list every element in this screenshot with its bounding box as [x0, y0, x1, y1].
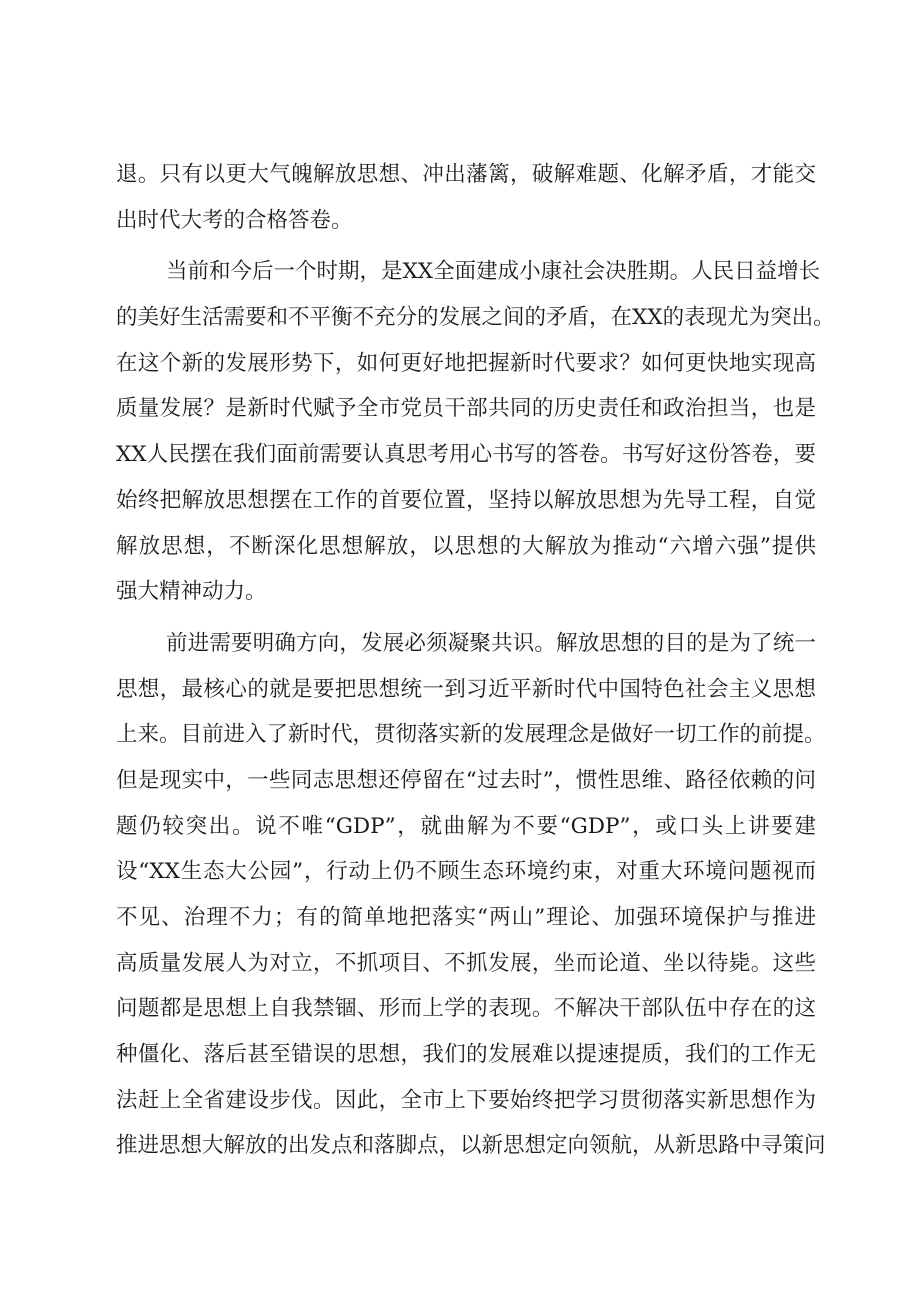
paragraph-1 — [116, 152, 816, 243]
text-line: 始终把解放思想摆在工作的首要位置，坚持以解放思想为先导工程，自觉 — [116, 487, 816, 513]
paragraph-3 — [116, 621, 826, 1169]
text-line: 法赶上全省建设步伐。因此，全市上下要始终把学习贯彻落实新思想作为 — [116, 1087, 816, 1113]
text-line: 前进需要明确方向，发展必须凝聚共识。解放思想的目的是为了统一 — [166, 630, 816, 656]
text-line: 解放思想，不断深化思想解放，以思想的大解放为推动“六增六强”提供 — [116, 533, 816, 559]
text-line: 推进思想大解放的出发点和落脚点，以新思想定向领航，从新思路中寻策问 — [116, 1133, 826, 1159]
text-line: 的美好生活需要和不平衡不充分的发展之间的矛盾，在XX的表现尤为突出。 — [116, 305, 835, 331]
text-line: 强大精神动力。 — [116, 579, 267, 605]
text-line: 问题都是思想上自我禁锢、形而上学的表现。不解决干部队伍中存在的这 — [116, 996, 816, 1022]
text-line: 高质量发展人为对立，不抓项目、不抓发展，坐而论道、坐以待毙。这些 — [116, 950, 816, 976]
text-line: 质量发展？是新时代赋予全市党员干部共同的历史责任和政治担当，也是 — [116, 396, 816, 422]
text-line: 思想，最核心的就是要把思想统一到习近平新时代中国特色社会主义思想 — [116, 676, 816, 702]
document-body — [116, 152, 835, 1169]
text-line: 但是现实中，一些同志思想还停留在“过去时”，惯性思维、路径依赖的问 — [116, 767, 816, 793]
text-line: 上来。目前进入了新时代，贯彻落实新的发展理念是做好一切工作的前提。 — [116, 722, 826, 748]
text-line: XX人民摆在我们面前需要认真思考用心书写的答卷。书写好这份答卷，要 — [116, 442, 816, 468]
text-line: 当前和今后一个时期，是XX全面建成小康社会决胜期。人民日益增长 — [166, 259, 821, 285]
text-line: 出时代大考的合格答卷。 — [116, 207, 353, 233]
text-line: 种僵化、落后甚至错误的思想，我们的发展难以提速提质，我们的工作无 — [116, 1042, 816, 1068]
text-line: 题仍较突出。说不唯“GDP”，就曲解为不要“GDP”，或口头上讲要建 — [116, 813, 816, 839]
paragraph-2 — [116, 249, 835, 615]
text-line: 在这个新的发展形势下，如何更好地把握新时代要求？如何更快地实现高 — [116, 350, 816, 376]
text-line: 退。只有以更大气魄解放思想、冲出藩篱，破解难题、化解矛盾，才能交 — [116, 162, 816, 187]
text-line: 不见、治理不力；有的简单地把落实“两山”理论、加强环境保护与推进 — [116, 905, 816, 930]
text-line: 设“XX生态大公园”，行动上仍不顾生态环境约束，对重大环境问题视而 — [116, 859, 816, 885]
